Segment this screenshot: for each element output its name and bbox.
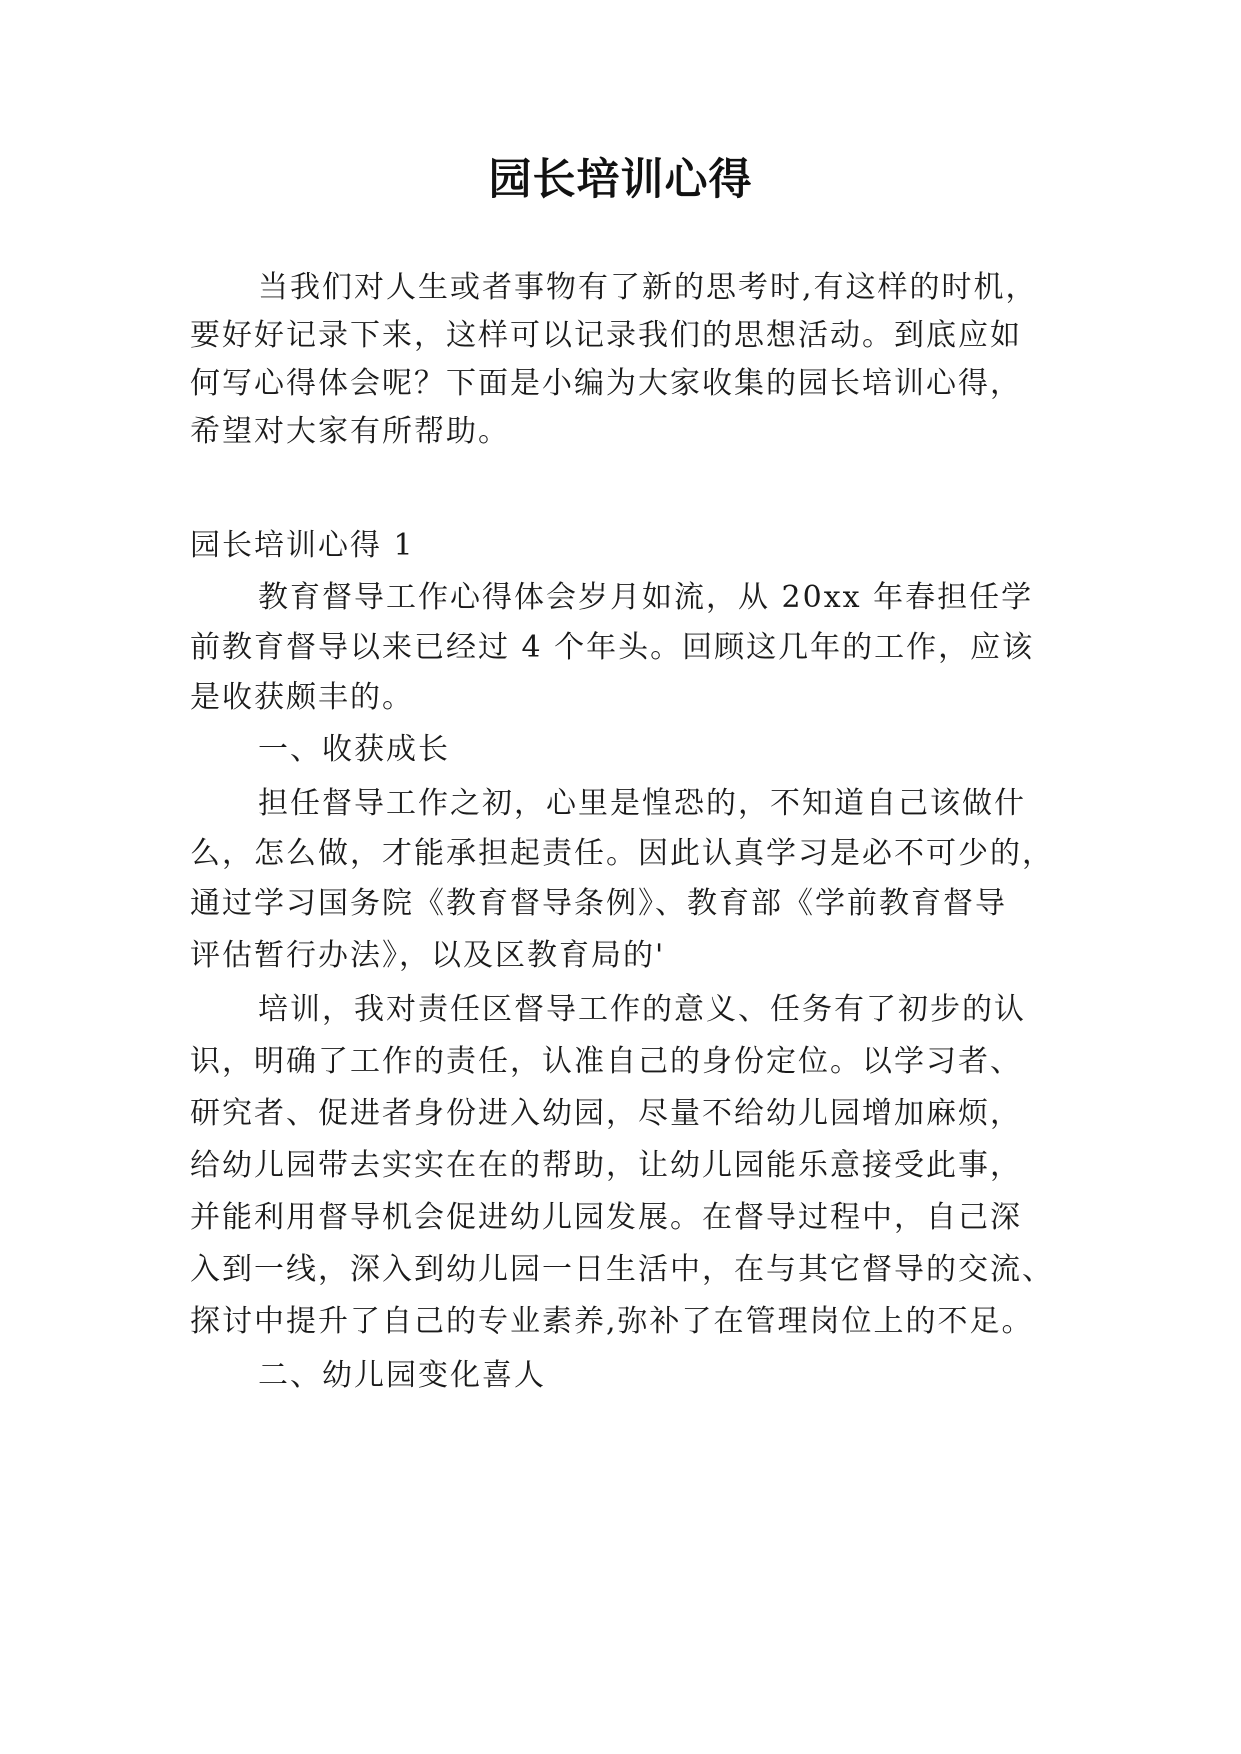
paragraph-line: 么，怎么做，才能承担起责任。因此认真学习是必不可少的，: [190, 836, 1054, 871]
paragraph-line: 给幼儿园带去实实在在的帮助，让幼儿园能乐意接受此事，: [190, 1148, 1022, 1183]
paragraph-line: 识，明确了工作的责任，认准自己的身份定位。以学习者、: [190, 1044, 1022, 1079]
paragraph-line: 并能利用督导机会促进幼儿园发展。在督导过程中，自己深: [190, 1200, 1022, 1235]
paragraph-line: 通过学习国务院《教育督导条例》、教育部《学前教育督导: [190, 886, 1007, 921]
paragraph-line: 评估暂行办法》，以及区教育局的': [190, 938, 666, 973]
paragraph-line: 是收获颇丰的。: [190, 680, 414, 715]
paragraph-line: 教育督导工作心得体会岁月如流，从 20xx 年春担任学: [258, 580, 1034, 615]
paragraph-line: 培训，我对责任区督导工作的意义、任务有了初步的认: [258, 992, 1026, 1027]
paragraph-line: 研究者、促进者身份进入幼园，尽量不给幼儿园增加麻烦，: [190, 1096, 1022, 1131]
intro-line: 何写心得体会呢？下面是小编为大家收集的园长培训心得，: [190, 366, 1022, 401]
paragraph-line: 前教育督导以来已经过 4 个年头。回顾这几年的工作，应该: [190, 630, 1035, 665]
paragraph-line: 探讨中提升了自己的专业素养,弥补了在管理岗位上的不足。: [190, 1304, 1034, 1339]
subheading-one: 一、收获成长: [258, 732, 450, 767]
intro-line: 要好好记录下来，这样可以记录我们的思想活动。到底应如: [190, 318, 1022, 353]
section-heading: 园长培训心得 1: [190, 528, 415, 563]
paragraph-line: 担任督导工作之初，心里是惶恐的，不知道自己该做什: [258, 786, 1026, 821]
subheading-two: 二、幼儿园变化喜人: [258, 1358, 546, 1393]
paragraph-line: 入到一线，深入到幼儿园一日生活中，在与其它督导的交流、: [190, 1252, 1054, 1287]
intro-line: 希望对大家有所帮助。: [190, 414, 510, 449]
intro-line: 当我们对人生或者事物有了新的思考时,有这样的时机，: [258, 270, 1038, 305]
document-title: 园长培训心得: [488, 155, 753, 205]
